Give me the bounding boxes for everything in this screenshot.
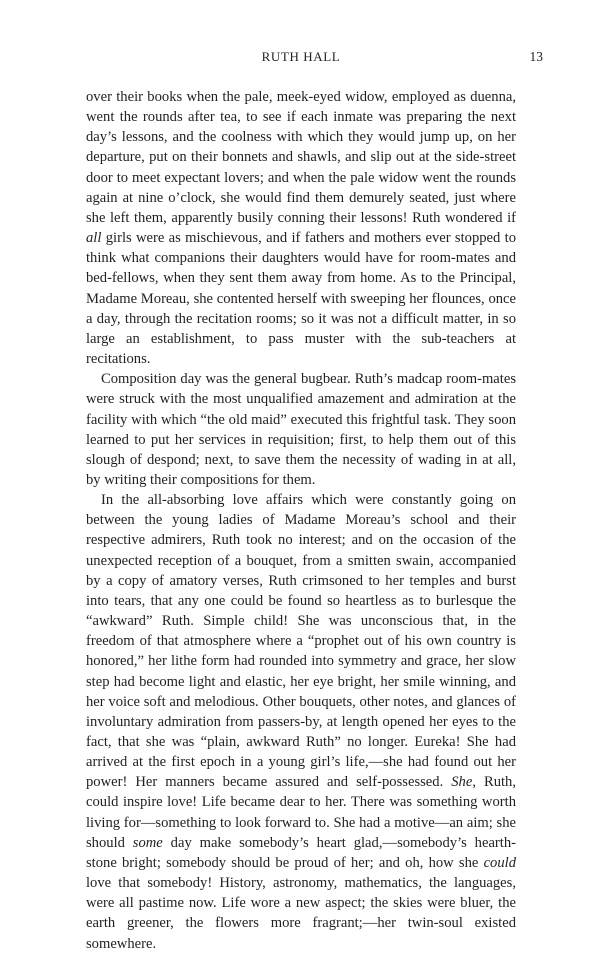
emphasis-some: some bbox=[132, 834, 163, 851]
page-number: 13 bbox=[529, 49, 543, 64]
emphasis-could: could bbox=[483, 854, 516, 871]
paragraph-continued bbox=[86, 87, 516, 369]
text-run: In the all-absorbing love affairs which were constantly going on between the young ladies of Madame Moreau’s school and their respective admirers, Ruth took no interest; and on the occasion of the unexpected reception of a bouquet, from a smitten swain, accompanied by a copy of amatory verses, Ruth crimsoned to her temples and burst into tears, that any one could be found so heartless as to burlesque the “awkward” Ruth. Simple child! She was unconscious that, in the freedom of that atmosphere where a “prophet out of his own country is honored,” her lithe form had rounded into symmetry and grace, her slow step had become light and elastic, her eye bright, her smile winning, and her voice soft and melodious. Other bouquets, other notes, and glances of involuntary admiration from passers-by, at length opened her eyes to the fact, that she was “plain, awkward Ruth” no longer. Eureka! She had arrived at the first epoch in a young girl’s life,—she had found out her power! Her manners became assured and self-possessed. bbox=[86, 492, 516, 791]
text-run: day make somebody’s heart glad,—somebody’s hearth-stone bright; somebody should be proud of her; and oh, how she bbox=[86, 834, 516, 871]
paragraph-love-affairs bbox=[86, 490, 516, 954]
running-head-title: RUTH HALL bbox=[261, 49, 341, 64]
text-run: girls were as mischievous, and if fathers and mothers ever stopped to think what companions their daughters would have for room-mates and bed-fellows, when they sent them away from home. As to the Principal, Madame Moreau, she contented herself with sweeping her flounces, once a day, through the recitation rooms; so it was not a difficult matter, in so large an establishment, to pass muster with the sub-teachers at recitations. bbox=[86, 230, 516, 368]
emphasis-all: all bbox=[86, 230, 102, 247]
text-run: over their books when the pale, meek-eyed widow, employed as duenna, went the rounds after tea, to see if each inmate was preparing the next day’s lessons, and the coolness with which they would jump up, on her departure, put on their bonnets and shawls, and slip out at the side-street door to meet expectant lovers; and when the pale widow went the rounds again at nine o’clock, she would find them demurely seated, just where she left them, apparently busily conning their lessons! Ruth wondered if bbox=[86, 89, 516, 226]
text-run: Composition day was the general bugbear. Ruth’s madcap room-mates were struck with the most unqualified amazement and admiration at the facility with which “the old maid” executed this frightful task. They soon learned to put her services in requisition; first, to help them out of this slough of despond; next, to save them the necessity of wading in at all, by writing their compositions for them. bbox=[86, 371, 516, 488]
text-run: , Ruth, could inspire love! Life became dear to her. There was something worth living for—something to look forward to. She had a motive—an aim; she should bbox=[86, 774, 516, 851]
paragraph-composition-day bbox=[86, 369, 516, 490]
text-run: love that somebody! History, astronomy, mathematics, the languages, were all pastime now. Life wore a new aspect; the skies were bluer, the earth greener, the flowers more fragrant;—her twin-soul existed somewhere. bbox=[86, 875, 516, 952]
emphasis-she: She bbox=[451, 774, 473, 791]
body-text bbox=[86, 87, 516, 954]
